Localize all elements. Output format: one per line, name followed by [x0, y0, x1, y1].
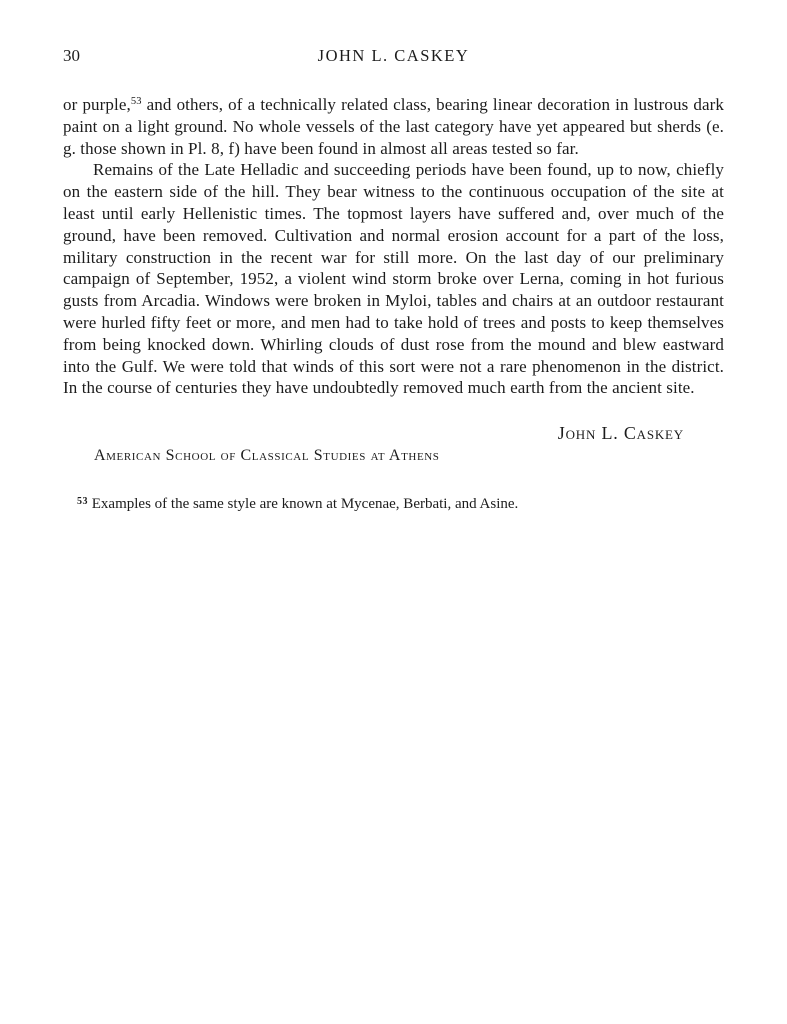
author-affiliation: American School of Classical Studies at Athens: [94, 447, 440, 465]
body-paragraph-1: [63, 94, 724, 159]
paragraph-1-text-before-note: or purple,: [63, 95, 131, 114]
page-header: [63, 46, 724, 68]
paragraph-1-text-after-note: and others, of a technically related class, bearing linear decoration in lustrous dark paint on a light ground. No whole vessels of the last category have yet appeared but sherds (e. g. those shown in Pl. 8, f) have been found in almost all areas tested so far.: [63, 95, 725, 158]
body-paragraph-2: Remains of the Late Helladic and succeeding periods have been found, up to now, chiefly on the eastern side of the hill. They bear witness to the continuous occupation of the site at least until early Hellenistic times. The topmost layers have suffered and, over much of the ground, have been removed. Cultivation and normal erosion account for a part of the loss, military construction in the recent war for still more. On the last day of our preliminary campaign of September, 1952, a violent wind storm broke over Lerna, coming in hot furious gusts from Arcadia. Windows were broken in Myloi, tables and chairs at an outdoor restaurant were hurled fifty feet or more, and men had to take hold of trees and posts to keep themselves from being knocked down. Whirling clouds of dust rose from the mound and blew eastward into the Gulf. We were told that winds of this sort were not a rare phenomenon in the district. In the course of centuries they have undoubtedly removed much earth from the ancient site.: [63, 160, 724, 398]
footnote-marker: 53: [77, 496, 88, 508]
footnote-reference: 53: [130, 96, 142, 107]
article-body: [63, 94, 724, 399]
author-signature: John L. Caskey: [557, 423, 684, 444]
running-head: JOHN L. CASKEY: [317, 46, 470, 65]
footnote-text: Examples of the same style are known at Mycenae, Berbati, and Asine.: [88, 496, 519, 513]
page-number: 30: [63, 46, 80, 65]
footnote: [63, 494, 724, 514]
